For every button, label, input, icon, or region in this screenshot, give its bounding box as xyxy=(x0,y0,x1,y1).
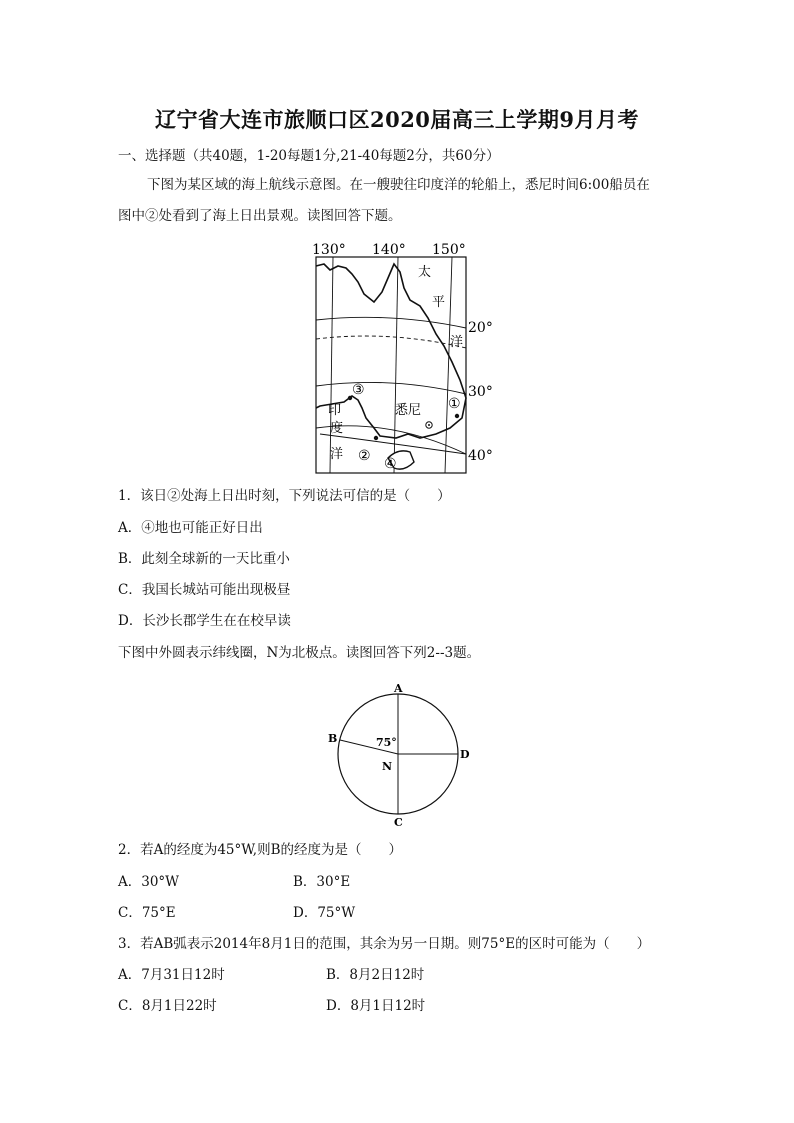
question-3-option-b: B．8月2日12时 xyxy=(326,967,425,983)
ocean-indian-char-2: 度 xyxy=(330,421,344,436)
question-2-option-b: B．30°E xyxy=(293,874,351,890)
marker-2: ② xyxy=(358,448,371,464)
circle-label-a: A xyxy=(394,682,403,695)
intro-text-1-line2: 图中②处看到了海上日出景观。读图回答下题。 xyxy=(118,208,402,224)
ocean-pacific-char-3: 洋 xyxy=(450,335,464,350)
circle-label-n: N xyxy=(382,760,393,773)
lon-label-130: 130° xyxy=(312,242,346,258)
question-1-option-c: C．我国长城站可能出现极昼 xyxy=(118,582,291,598)
lat-label-40: 40° xyxy=(468,448,493,464)
question-3-option-a: A．7月31日12时 xyxy=(118,967,225,983)
latitude-circle-diagram xyxy=(320,680,480,830)
marker-3: ③ xyxy=(352,382,365,398)
question-1-stem: 1．该日②处海上日出时刻，下列说法可信的是（ ） xyxy=(118,488,451,504)
circle-label-b: B xyxy=(328,732,338,745)
parallel-20 xyxy=(316,317,466,328)
circle-angle-label: 75° xyxy=(376,736,397,749)
lat-label-30: 30° xyxy=(468,384,493,400)
question-1-option-d: D．长沙长郡学生在在校早读 xyxy=(118,613,291,629)
question-1-option-b: B．此刻全球新的一天比重小 xyxy=(118,551,290,567)
question-2-option-a: A．30°W xyxy=(118,874,180,890)
question-3-option-d: D．8月1日12时 xyxy=(326,998,426,1014)
marker-4: ④ xyxy=(384,456,397,472)
ocean-pacific-char-2: 平 xyxy=(432,295,446,310)
question-3-option-c: C．8月1日22时 xyxy=(118,998,217,1014)
question-1-option-a: A．④地也可能正好日出 xyxy=(118,520,263,536)
meridian-150 xyxy=(445,257,452,473)
lon-label-140: 140° xyxy=(372,242,406,258)
intro-text-1-line1: 下图为某区域的海上航线示意图。在一艘驶往印度洋的轮船上，悉尼时间6:00船员在 xyxy=(147,177,650,193)
route-map xyxy=(300,238,500,478)
intro-text-2: 下图中外圆表示纬线圈，N为北极点。读图回答下列2--3题。 xyxy=(118,645,481,661)
point-1-dot xyxy=(455,414,459,418)
meridian-130 xyxy=(330,257,333,473)
point-2-dot xyxy=(374,436,378,440)
circle-label-c: C xyxy=(394,816,403,829)
ocean-pacific-char-1: 太 xyxy=(418,265,432,280)
question-2-stem: 2．若A的经度为45°W,则B的经度为是（ ） xyxy=(118,842,402,858)
map-frame xyxy=(316,257,466,473)
marker-1: ① xyxy=(448,396,461,412)
page-title: 辽宁省大连市旅顺口区2020届高三上学期9月月考 xyxy=(154,107,640,132)
city-label-sydney: 悉尼 xyxy=(395,403,422,418)
question-2-option-d: D．75°W xyxy=(293,905,356,921)
question-3-stem: 3．若AB弧表示2014年8月1日的范围，其余为另一日期。则75°E的区时可能为（ ） xyxy=(118,936,651,952)
circle-label-d: D xyxy=(460,748,470,761)
lat-label-20: 20° xyxy=(468,320,493,336)
question-2-option-c: C．75°E xyxy=(118,905,176,921)
ocean-indian-char-3: 洋 xyxy=(330,447,344,462)
parallel-30 xyxy=(316,382,466,394)
lon-label-150: 150° xyxy=(432,242,466,258)
meridian-140 xyxy=(394,257,398,473)
ocean-indian-char-1: 印 xyxy=(328,403,342,418)
section-heading: 一、选择题（共40题，1-20每题1分,21-40每题2分，共60分） xyxy=(118,148,500,164)
